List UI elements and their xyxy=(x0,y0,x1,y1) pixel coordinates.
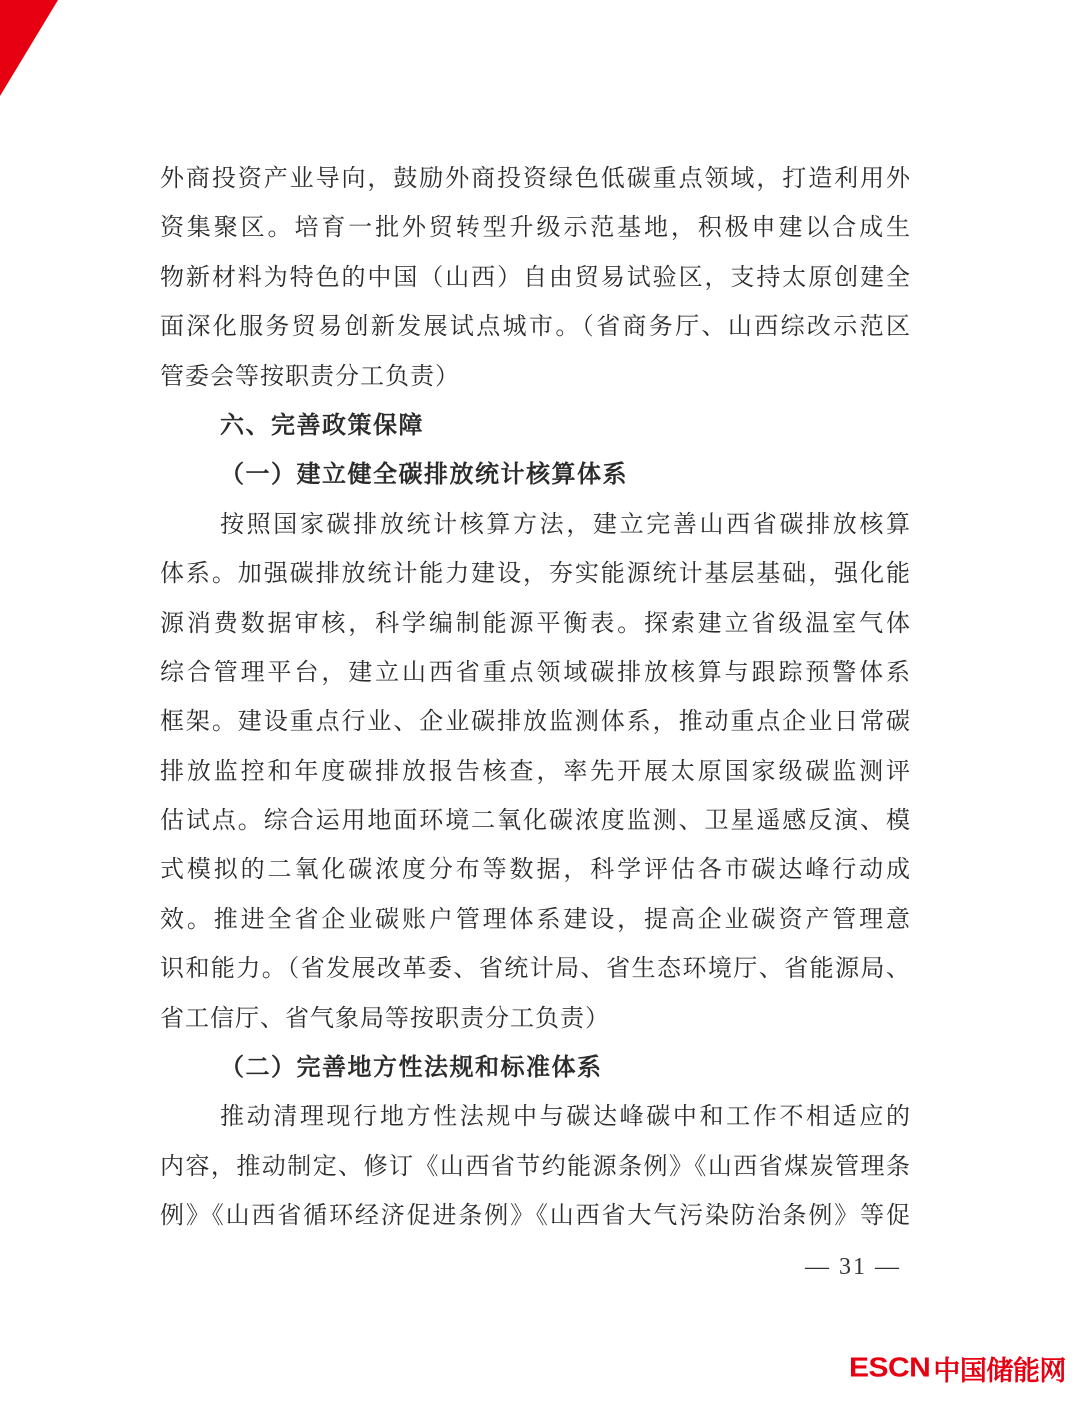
text-line: 效。推进全省企业碳账户管理体系建设，提高企业碳资产管理意 xyxy=(160,906,910,933)
document-body xyxy=(160,155,910,1242)
paragraph-first-line: 按照国家碳排放统计核算方法，建立完善山西省碳排放核算 xyxy=(220,511,910,538)
text-line: 式模拟的二氧化碳浓度分布等数据，科学评估各市碳达峰行动成 xyxy=(160,857,910,884)
text-line: 识和能力。（省发展改革委、省统计局、省生态环境厅、省能源局、 xyxy=(160,956,910,983)
text-line: 省工信厅、省气象局等按职责分工负责） xyxy=(160,1005,610,1032)
text-line: 管委会等按职责分工负责） xyxy=(160,363,460,390)
section-heading-6: 六、完善政策保障 xyxy=(220,412,424,439)
text-line: 综合管理平台，建立山西省重点领域碳排放核算与跟踪预警体系 xyxy=(160,659,910,686)
text-line: 内容，推动制定、修订《山西省节约能源条例》《山西省煤炭管理条 xyxy=(160,1153,910,1180)
text-line: 估试点。综合运用地面环境二氧化碳浓度监测、卫星遥感反演、模 xyxy=(160,808,910,835)
text-line: 框架。建设重点行业、企业碳排放监测体系，推动重点企业日常碳 xyxy=(160,709,910,736)
page-number: — 31 — xyxy=(805,1254,901,1280)
text-line: 源消费数据审核，科学编制能源平衡表。探索建立省级温室气体 xyxy=(160,610,910,637)
escn-logo-text-cn: 中国储能网 xyxy=(933,1355,1066,1386)
text-line: 体系。加强碳排放统计能力建设，夯实能源统计基层基础，强化能 xyxy=(160,561,910,588)
text-line: 物新材料为特色的中国（山西）自由贸易试验区，支持太原创建全 xyxy=(160,264,910,291)
escn-watermark-logo xyxy=(849,1352,1066,1384)
corner-fold-icon xyxy=(0,0,58,96)
escn-logo-text-en: ESCN xyxy=(849,1352,931,1383)
text-line: 资集聚区。培育一批外贸转型升级示范基地，积极申建以合成生 xyxy=(160,215,910,242)
text-line: 排放监控和年度碳排放报告核查，率先开展太原国家级碳监测评 xyxy=(160,758,910,785)
text-line: 外商投资产业导向，鼓励外商投资绿色低碳重点领域，打造利用外 xyxy=(160,166,910,192)
subsection-heading-2: （二）完善地方性法规和标准体系 xyxy=(220,1055,603,1082)
text-line: 面深化服务贸易创新发展试点城市。（省商务厅、山西综改示范区 xyxy=(160,314,910,341)
paragraph-first-line: 推动清理现行地方性法规中与碳达峰碳中和工作不相适应的 xyxy=(220,1104,910,1131)
subsection-heading-1: （一）建立健全碳排放统计核算体系 xyxy=(220,462,628,489)
text-line: 例》《山西省循环经济促进条例》《山西省大气污染防治条例》等促 xyxy=(160,1203,910,1230)
